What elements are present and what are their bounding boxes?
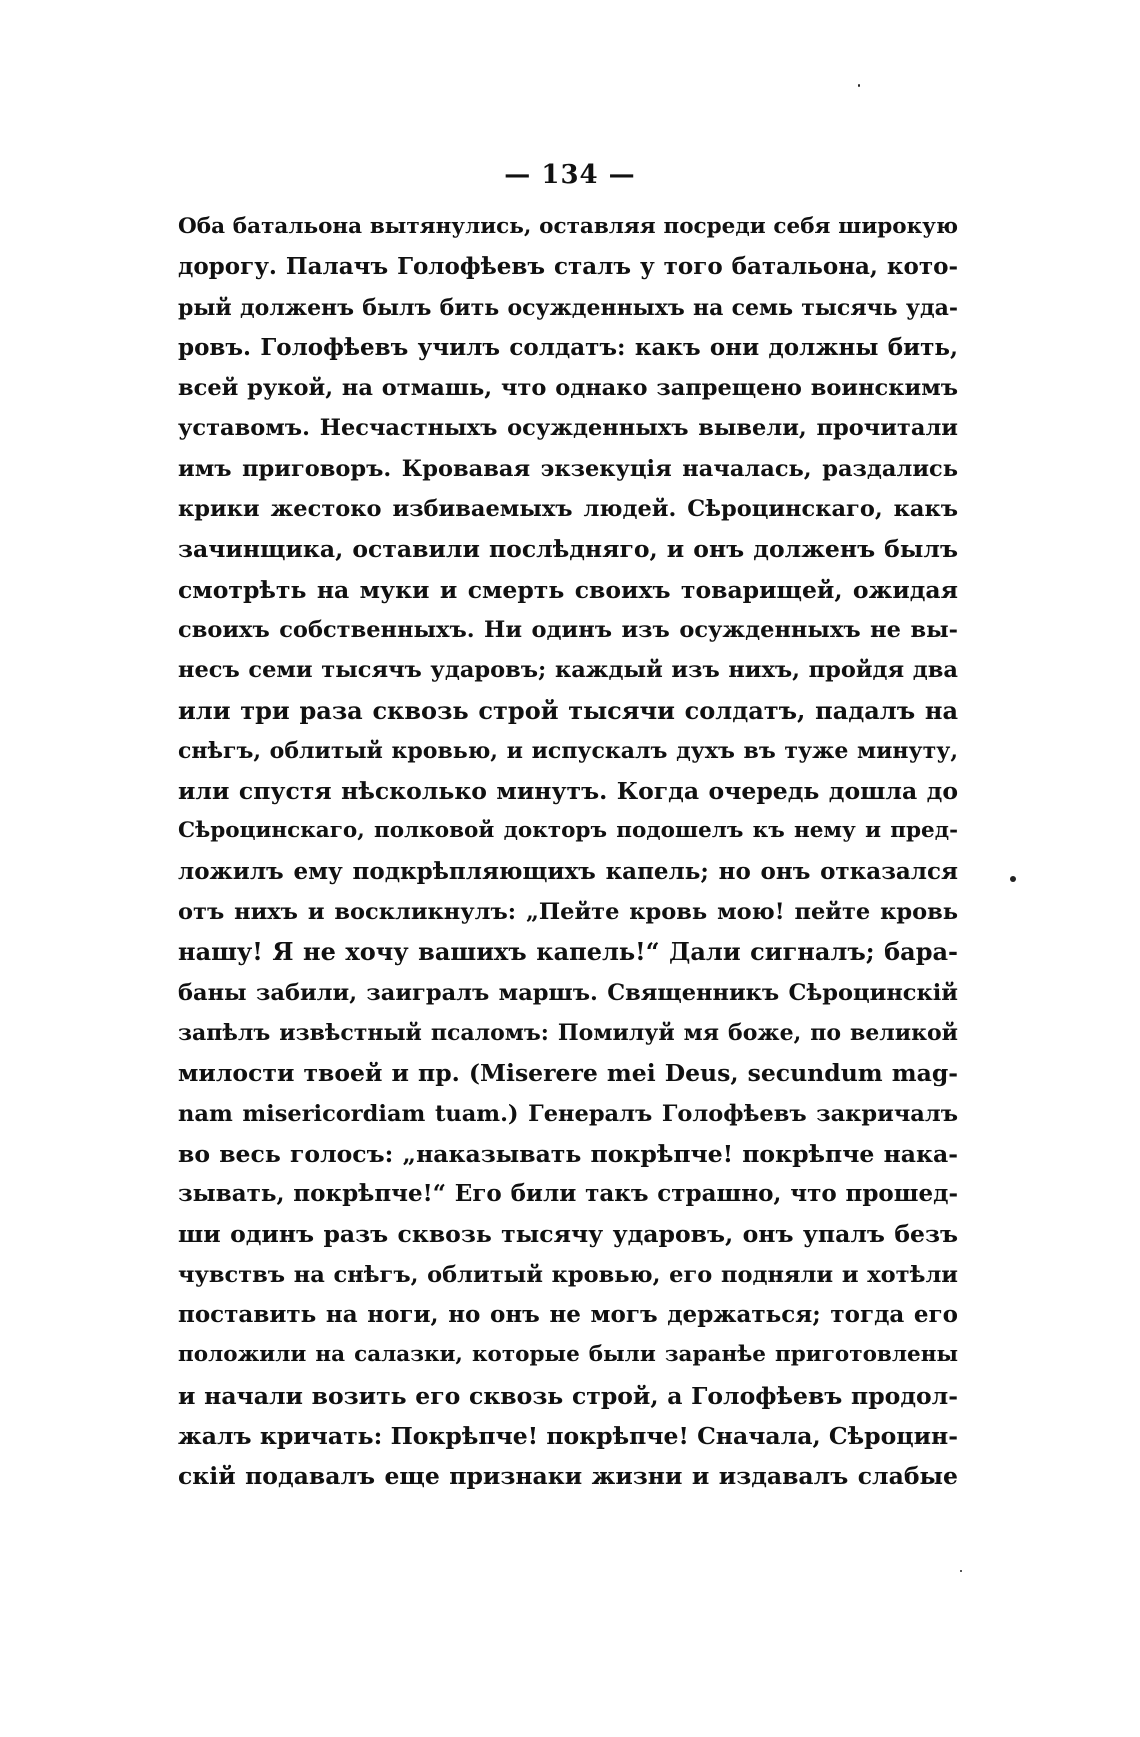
text-line: поставить на ноги, но онъ не могъ держаться; тогда его: [178, 1301, 958, 1329]
text-line: своихъ собственныхъ. Ни одинъ изъ осужденныхъ не вы-: [178, 616, 958, 643]
text-line: и начали возить его сквозь строй, а Голофѣевъ продол-: [178, 1381, 958, 1410]
text-line: или три раза сквозь строй тысячи солдатъ, падалъ на: [178, 695, 958, 725]
text-line: ши одинъ разъ сквозь тысячу ударовъ, онъ упалъ безъ: [178, 1220, 958, 1249]
text-line: ровъ. Голофѣевъ училъ солдатъ: какъ они должны бить,: [178, 333, 958, 361]
text-line: имъ приговоръ. Кровавая экзекуція началась, раздались: [178, 455, 958, 482]
scan-speck: [1010, 876, 1016, 882]
text-line: положили на салазки, которые были заранѣе приготовлены: [178, 1342, 958, 1368]
text-line: рый долженъ былъ бить осужденныхъ на семь тысячь уда-: [178, 294, 958, 321]
page-number: — 134 —: [504, 160, 636, 190]
text-line: ложилъ ему подкрѣпляющихъ капель; но онъ отказался: [178, 857, 958, 885]
text-line: снѣгъ, облитый кровью, и испускалъ духъ въ туже минуту,: [178, 737, 958, 764]
text-line: баны забили, заигралъ маршъ. Священникъ Сѣроцинскій: [178, 979, 958, 1006]
scan-speck: [960, 1570, 962, 1572]
scan-speck: [858, 84, 860, 87]
text-line: смотрѣть на муки и смерть своихъ товарищей, ожидая: [178, 575, 958, 604]
text-line: крики жестоко избиваемыхъ людей. Сѣроцинскаго, какъ: [178, 496, 958, 523]
text-line: отъ нихъ и воскликнулъ: „Пейте кровь мою! пейте кровь: [178, 899, 958, 926]
text-line: чувствъ на снѣгъ, облитый кровью, его подняли и хотѣли: [178, 1261, 958, 1288]
text-line: Сѣроцинскаго, полковой докторъ подошелъ къ нему и пред-: [178, 818, 958, 844]
text-line: всей рукой, на отмашь, что однако запрещено воинскимъ: [178, 375, 958, 402]
text-line: запѣлъ извѣстный псаломъ: Помилуй мя боже, по великой: [178, 1019, 958, 1046]
text-line: зачинщика, оставили послѣдняго, и онъ долженъ былъ: [178, 535, 958, 564]
text-line: жалъ кричать: Покрѣпче! покрѣпче! Сначала, Сѣроцин-: [178, 1421, 958, 1450]
text-line: или спустя нѣсколько минутъ. Когда очередь дошла до: [178, 777, 958, 806]
text-line: нашу! Я не хочу вашихъ капель!“ Дали сигналъ; бара-: [178, 937, 958, 967]
text-line: зывать, покрѣпче!“ Его били такъ страшно, что прошед-: [178, 1180, 958, 1208]
text-line: nam misericordiam tuam.) Генералъ Голофѣевъ закричалъ: [178, 1100, 958, 1127]
text-line: скій подавалъ еще признаки жизни и издавалъ слабые: [178, 1462, 958, 1491]
text-line: дорогу. Палачъ Голофѣевъ сталъ у того батальона, кото-: [178, 253, 958, 281]
text-line: несъ семи тысячъ ударовъ; каждый изъ нихъ, пройдя два: [178, 657, 958, 684]
text-line: милости твоей и пр. (Miserere mei Deus, secundum mag-: [178, 1059, 958, 1088]
text-line: во весь голосъ: „наказывать покрѣпче! покрѣпче нака-: [178, 1139, 958, 1168]
text-line: уставомъ. Несчастныхъ осужденныхъ вывели, прочитали: [178, 415, 958, 442]
body-text: [178, 207, 958, 1497]
text-line: Оба батальона вытянулись, оставляя посреди себя широкую: [178, 214, 958, 239]
